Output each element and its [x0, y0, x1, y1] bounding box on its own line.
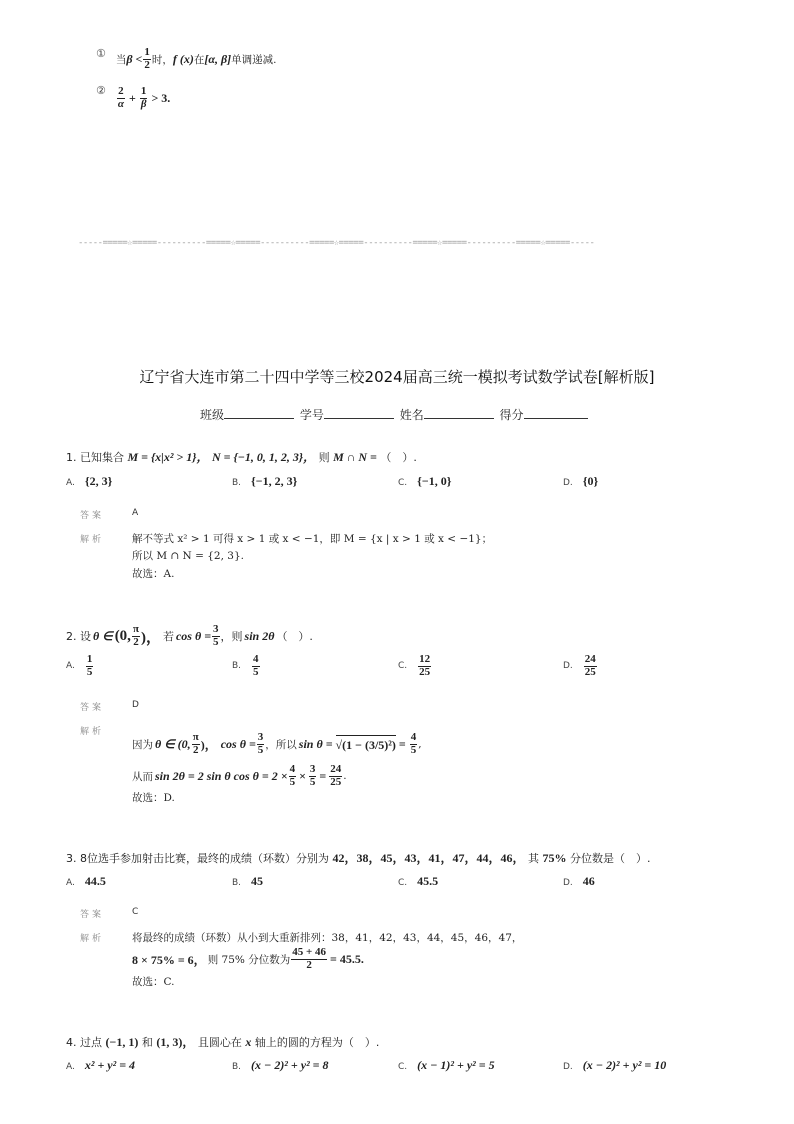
q1-answer: A: [132, 508, 139, 518]
q1-solution-line-3: 故选：A.: [132, 568, 175, 580]
answer-label: 答案: [80, 910, 105, 920]
q3-solution-line-1: 将最终的成绩（环数）从小到大重新排列：38，41，42，43，44，45，46，47，: [132, 932, 523, 944]
q2-answer: D: [132, 700, 139, 710]
fraction: $\frac{1}{\beta}$: [140, 84, 147, 110]
item-marker: ①: [96, 46, 106, 60]
item-marker: ②: [96, 83, 106, 97]
q3-option-a[interactable]: A. 44.5: [66, 874, 106, 888]
q1-solution-line-1: 解不等式 x² > 1 可得 x > 1 或 x < −1，即 M = {x | x > 1 或 x < −1}；: [132, 533, 493, 545]
question-4-stem: 4. 过点 (−1, 1) 和 (1, 3)， 且圆心在 x 轴上的圆的方程为（ ）.: [66, 1035, 380, 1049]
answer-label: 答案: [80, 703, 105, 713]
q1-option-c[interactable]: C. {−1, 0}: [398, 474, 452, 488]
fraction: $\frac{2}{\alpha}$: [117, 84, 124, 110]
question-3-stem: 3. 8位选手参加射击比赛，最终的成绩（环数）分别为 42，38，45，43，41，47，44，46， 其 75% 分位数是（ ）.: [66, 851, 651, 865]
class-field[interactable]: [224, 407, 294, 419]
q3-option-c[interactable]: C. 45.5: [398, 874, 439, 888]
name-field[interactable]: [424, 407, 494, 419]
analysis-label: 解析: [80, 934, 105, 944]
q4-option-b[interactable]: B. (x − 2)² + y² = 8: [232, 1058, 329, 1072]
q3-solution-line-2: 8 × 75% = 6， 则 75% 分位数为 $\frac{45 + 46}{2}$ = 45.5.: [132, 945, 364, 971]
q2-solution-line-1: 因为 θ ∈ (0, $\frac{\pi}{2}$ )， cos θ = $\frac{3}{5}$ ，所以 sin θ = √(1 − (3/5)²) = $\frac{4}{5}$ ,: [132, 730, 422, 756]
student-info-row: [200, 406, 590, 423]
question-2-stem: 2. 设 θ ∈ (0, $\frac{\pi}{2}$ )， 若 cos θ = $\frac{3}{5}$ ，则 sin 2θ （ ）.: [66, 622, 313, 648]
score-field[interactable]: [524, 407, 588, 419]
q1-option-b[interactable]: B. {−1, 2, 3}: [232, 474, 298, 488]
answer-label: 答案: [80, 511, 105, 521]
fraction: $\frac{1}{2}$: [144, 45, 150, 71]
prev-item-2: ② $\frac{2}{\alpha}$ + $\frac{1}{\beta}$ > 3.: [96, 83, 171, 110]
q1-option-a[interactable]: A. {2, 3}: [66, 474, 113, 488]
q2-option-b[interactable]: B. $\frac{4}{5}$: [232, 653, 259, 678]
q3-solution-line-3: 故选：C.: [132, 976, 175, 988]
q2-option-d[interactable]: D. $\frac{24}{25}$: [563, 653, 596, 678]
analysis-label: 解析: [80, 535, 105, 545]
q4-option-a[interactable]: A. x² + y² = 4: [66, 1058, 136, 1072]
sqrt-expression: √(1 − (3/5)²): [336, 735, 396, 753]
id-field[interactable]: [324, 407, 394, 419]
q3-option-d[interactable]: D. 46: [563, 874, 595, 888]
class-label: 班级: [200, 408, 225, 422]
prev-item-1: ① 当 β < $\frac{1}{2}$ 时， f (x) 在 [α, β] 单调递减.: [96, 45, 277, 71]
q2-solution-line-3: 故选：D.: [132, 792, 175, 804]
q2-solution-line-2: 从而 sin 2θ = 2 sin θ cos θ = 2 × $\frac{4}{5}$ × $\frac{3}{5}$ = $\frac{24}{25}$ .: [132, 762, 347, 788]
name-label: 姓名: [399, 408, 424, 422]
q1-option-d[interactable]: D. {0}: [563, 474, 599, 488]
analysis-label: 解析: [80, 727, 105, 737]
question-1-stem: 1. 已知集合 M = {x|x² > 1}， N = {−1, 0, 1, 2, 3}， 则 M ∩ N = （ ）.: [66, 450, 417, 464]
q4-option-d[interactable]: D. (x − 2)² + y² = 10: [563, 1058, 667, 1072]
id-label: 学号: [299, 408, 324, 422]
q4-option-c[interactable]: C. (x − 1)² + y² = 5: [398, 1058, 495, 1072]
q1-solution-line-2: 所以 M ∩ N = {2, 3}.: [132, 550, 244, 562]
score-label: 得分: [499, 408, 524, 422]
q2-option-a[interactable]: A. $\frac{1}{5}$: [66, 653, 93, 678]
q2-option-c[interactable]: C. $\frac{12}{25}$: [398, 653, 431, 678]
page-divider: -----=====☆=====----------=====☆=====----------=====☆=====----------=====☆=====----------=====☆=====-----: [78, 238, 595, 248]
q3-option-b[interactable]: B. 45: [232, 874, 264, 888]
q3-answer: C: [132, 907, 139, 917]
page-title: 辽宁省大连市第二十四中学等三校2024届高三统一模拟考试数学试卷[解析版]: [139, 368, 655, 386]
